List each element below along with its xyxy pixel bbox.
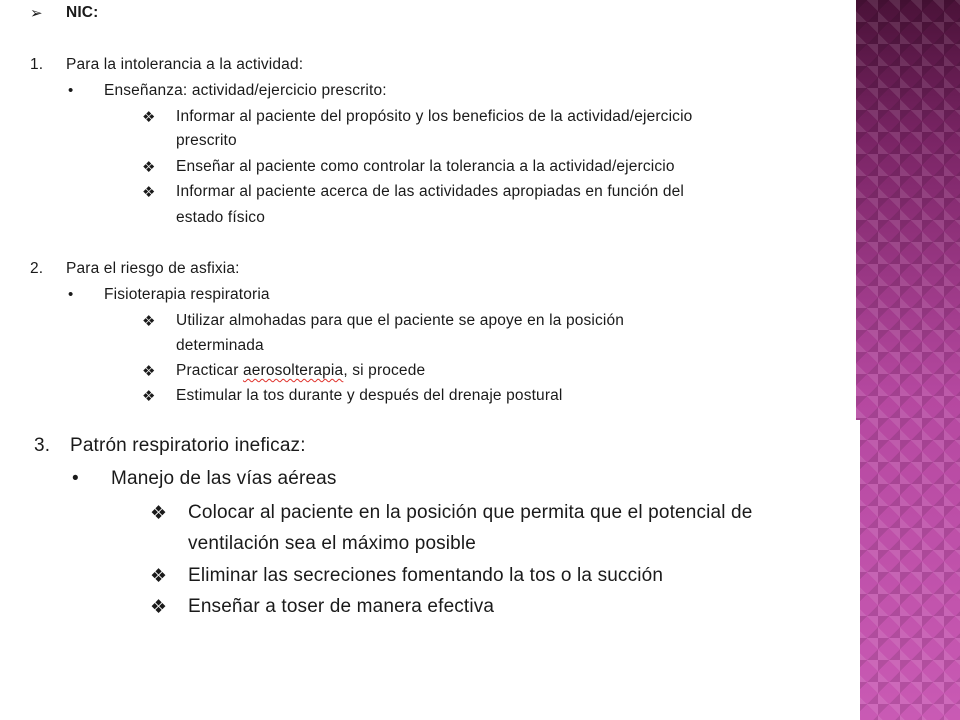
section2-item1-line2: determinada [176, 337, 264, 354]
diamond-bullet-icon: ❖ [142, 363, 156, 380]
section2-item2-line1 [176, 362, 425, 380]
section2-bullet-text: Fisioterapia respiratoria [104, 286, 270, 303]
diamond-bullet-icon: ❖ [150, 566, 168, 587]
bullet-dot-icon: • [68, 286, 74, 303]
bullet-dot-icon: • [72, 468, 79, 489]
section2-item1-line1: Utilizar almohadas para que el paciente se apoye en la posición [176, 312, 625, 329]
diamond-bullet-icon: ❖ [150, 597, 168, 618]
section1-item2-line1: Enseñar al paciente como controlar la tolerancia a la actividad/ejercicio [176, 158, 675, 175]
nic-heading: NIC: [66, 4, 99, 21]
diamond-bullet-icon: ❖ [142, 313, 156, 330]
section1-item3-line2: estado físico [176, 209, 265, 226]
diamond-bullet-icon: ❖ [142, 184, 156, 201]
section3-bullet-text: Manejo de las vías aéreas [111, 468, 337, 489]
diamond-bullet-icon: ❖ [142, 109, 156, 126]
section2-title: Para el riesgo de asfixia: [66, 260, 240, 277]
arrow-bullet-icon: ➢ [30, 5, 43, 22]
diamond-bullet-icon: ❖ [150, 503, 168, 524]
section3-title: Patrón respiratorio ineficaz: [70, 435, 306, 456]
section2-number: 2. [30, 260, 44, 277]
section3-item1-line1: Colocar al paciente en la posición que permita que el potencial de [188, 502, 753, 523]
section1-bullet-text: Enseñanza: actividad/ejercicio prescrito: [104, 82, 387, 99]
bullet-dot-icon: • [68, 82, 74, 99]
section1-item1-line2: prescrito [176, 132, 237, 149]
section1-item1-line1: Informar al paciente del propósito y los beneficios de la actividad/ejercicio [176, 108, 693, 125]
section1-number: 1. [30, 56, 44, 73]
decorative-band [856, 0, 960, 720]
section1-item3-line1: Informar al paciente acerca de las actividades apropiadas en función del [176, 183, 684, 200]
section3-item2-line1: Eliminar las secreciones fomentando la tos o la succión [188, 565, 664, 586]
diamond-bullet-icon: ❖ [142, 159, 156, 176]
spellcheck-word: aerosolterapia [242, 362, 344, 379]
section2-item2-suffix: , si procede [343, 362, 426, 379]
section2-item2-prefix: Practicar [176, 362, 243, 379]
section3-item1-line2: ventilación sea el máximo posible [188, 533, 476, 554]
decorative-gap [856, 420, 860, 720]
section2-item3-line1: Estimular la tos durante y después del drenaje postural [176, 387, 563, 404]
diamond-bullet-icon: ❖ [142, 388, 156, 405]
section3-item3-line1: Enseñar a toser de manera efectiva [188, 596, 495, 617]
section3-number: 3. [34, 435, 51, 456]
section1-title: Para la intolerancia a la actividad: [66, 56, 304, 73]
